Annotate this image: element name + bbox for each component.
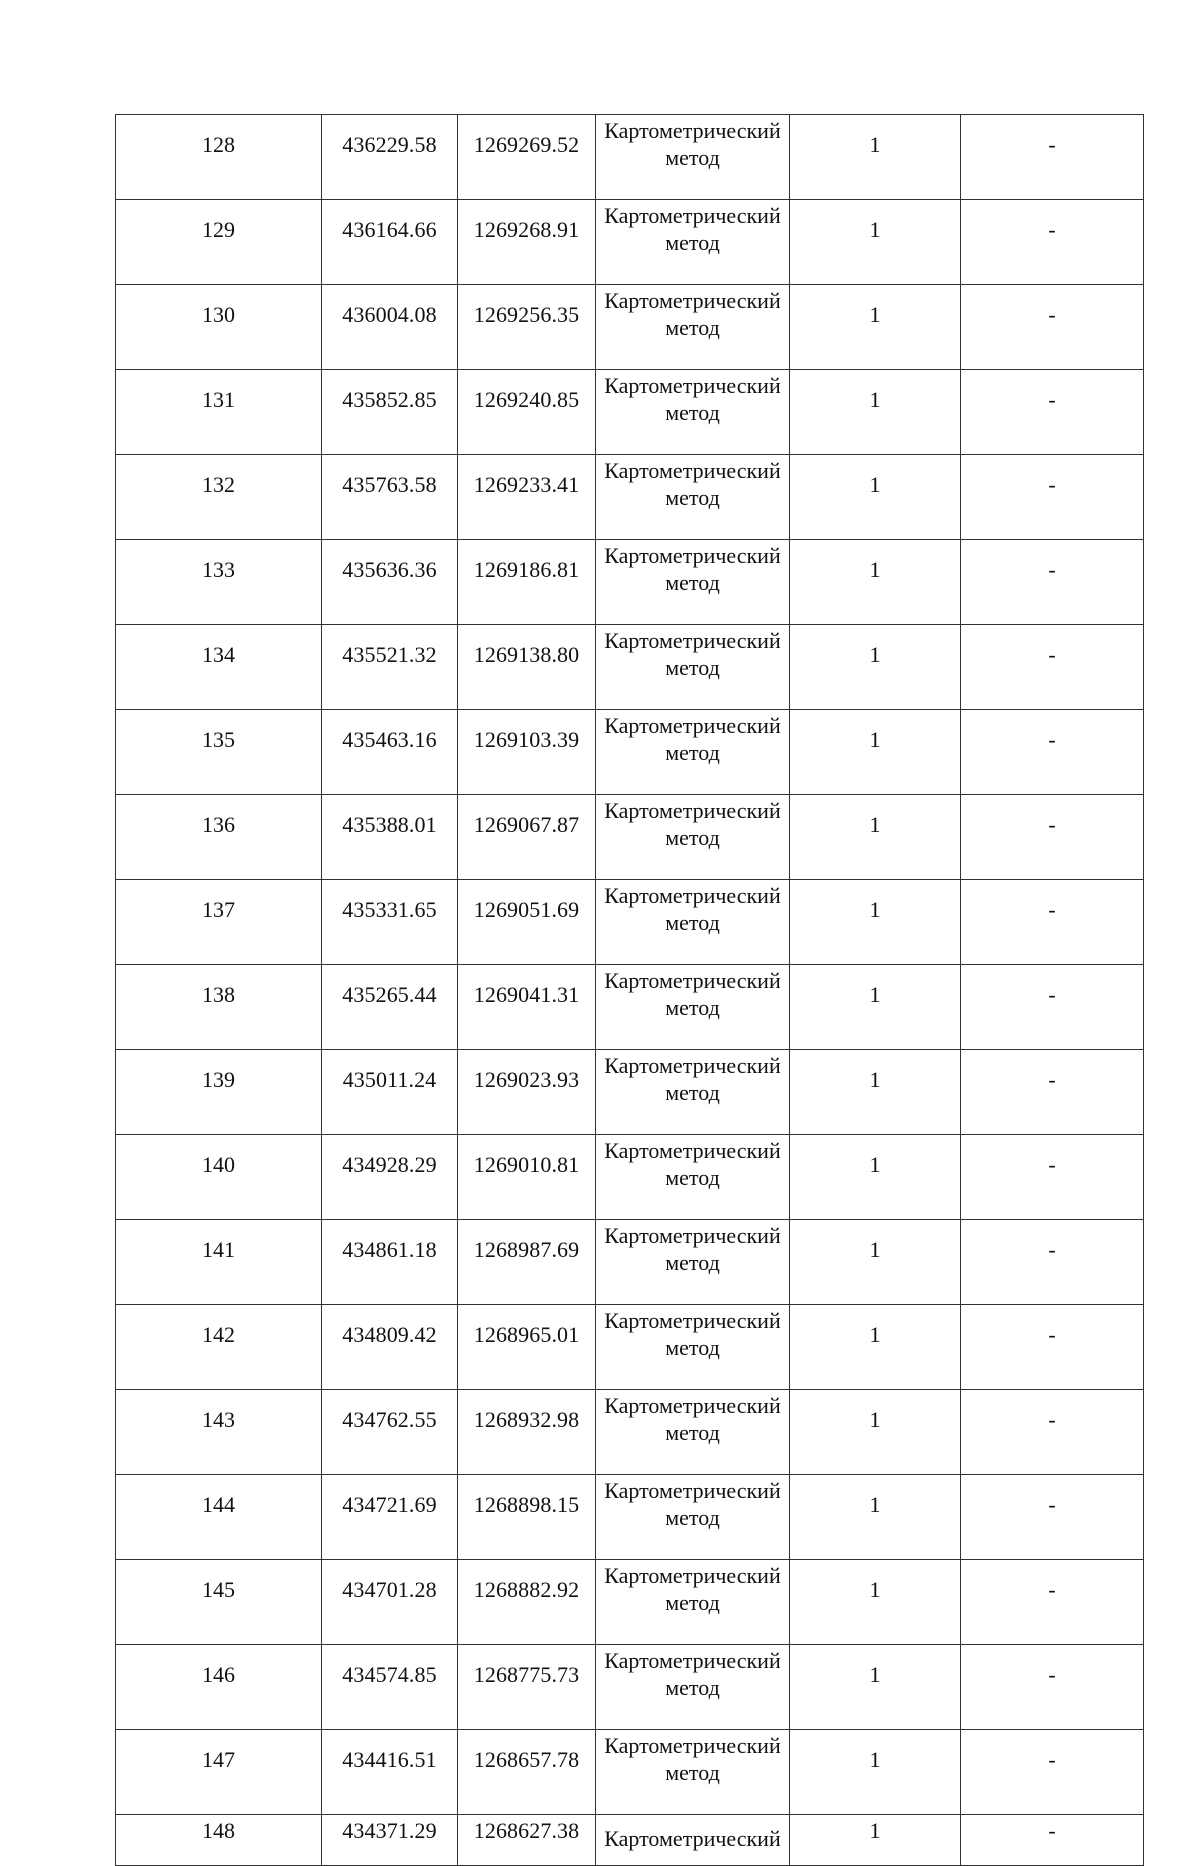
method-text: метод (665, 910, 720, 935)
table-row (116, 1135, 1144, 1220)
method-text: метод (665, 655, 720, 680)
table-row (116, 1560, 1144, 1645)
table-row (116, 1815, 1144, 1866)
method-text: метод (665, 1250, 720, 1275)
point-number-cell: 140 (116, 1135, 322, 1220)
coord-x-cell: 435636.36 (322, 540, 458, 625)
coord-y-cell: 1268932.98 (458, 1390, 596, 1475)
method-cell (596, 710, 790, 795)
method-text: Картометрический (604, 1053, 781, 1078)
table-row (116, 1050, 1144, 1135)
coord-x-cell: 435331.65 (322, 880, 458, 965)
note-cell: - (961, 880, 1144, 965)
table-row (116, 795, 1144, 880)
note-cell: - (961, 710, 1144, 795)
method-cell (596, 965, 790, 1050)
coord-y-cell: 1269103.39 (458, 710, 596, 795)
point-number-cell: 133 (116, 540, 322, 625)
method-cell (596, 1815, 790, 1866)
coord-y-cell: 1269067.87 (458, 795, 596, 880)
accuracy-cell: 1 (790, 1135, 961, 1220)
method-text: Картометрический (604, 713, 781, 738)
coord-x-cell: 436004.08 (322, 285, 458, 370)
point-number-cell: 147 (116, 1730, 322, 1815)
coord-x-cell: 435011.24 (322, 1050, 458, 1135)
table-row (116, 1220, 1144, 1305)
coord-y-cell: 1268657.78 (458, 1730, 596, 1815)
note-cell: - (961, 1050, 1144, 1135)
table-row (116, 370, 1144, 455)
coord-y-cell: 1269233.41 (458, 455, 596, 540)
table-row (116, 1645, 1144, 1730)
point-number-cell: 136 (116, 795, 322, 880)
accuracy-cell: 1 (790, 1815, 961, 1866)
coord-y-cell: 1268882.92 (458, 1560, 596, 1645)
method-text: метод (665, 1675, 720, 1700)
method-text: метод (665, 1420, 720, 1445)
method-cell (596, 200, 790, 285)
coord-y-cell: 1269186.81 (458, 540, 596, 625)
note-cell: - (961, 795, 1144, 880)
point-number-cell: 145 (116, 1560, 322, 1645)
method-text: метод (665, 995, 720, 1020)
method-text: Картометрический (604, 968, 781, 993)
accuracy-cell: 1 (790, 1560, 961, 1645)
point-number-cell: 139 (116, 1050, 322, 1135)
method-cell (596, 795, 790, 880)
method-cell (596, 1135, 790, 1220)
method-cell (596, 1050, 790, 1135)
table-row (116, 115, 1144, 200)
note-cell: - (961, 1560, 1144, 1645)
table-row (116, 1730, 1144, 1815)
coord-x-cell: 436164.66 (322, 200, 458, 285)
note-cell: - (961, 1390, 1144, 1475)
accuracy-cell: 1 (790, 710, 961, 795)
accuracy-cell: 1 (790, 200, 961, 285)
method-cell (596, 285, 790, 370)
note-cell: - (961, 1135, 1144, 1220)
method-text: Картометрический (604, 458, 781, 483)
coord-y-cell: 1268898.15 (458, 1475, 596, 1560)
accuracy-cell: 1 (790, 1645, 961, 1730)
note-cell: - (961, 540, 1144, 625)
method-text: метод (665, 1760, 720, 1785)
accuracy-cell: 1 (790, 370, 961, 455)
coord-x-cell: 434371.29 (322, 1815, 458, 1866)
method-text: метод (665, 740, 720, 765)
coord-x-cell: 435763.58 (322, 455, 458, 540)
point-number-cell: 134 (116, 625, 322, 710)
method-text: Картометрический (604, 1733, 781, 1758)
method-text: метод (665, 1590, 720, 1615)
coord-y-cell: 1268775.73 (458, 1645, 596, 1730)
coord-y-cell: 1268627.38 (458, 1815, 596, 1866)
coord-x-cell: 435852.85 (322, 370, 458, 455)
note-cell: - (961, 1475, 1144, 1560)
method-text: Картометрический (604, 288, 781, 313)
coord-y-cell: 1269051.69 (458, 880, 596, 965)
method-text: Картометрический (604, 118, 781, 143)
table-row (116, 710, 1144, 795)
method-cell (596, 1475, 790, 1560)
coord-y-cell: 1269240.85 (458, 370, 596, 455)
accuracy-cell: 1 (790, 115, 961, 200)
coord-y-cell: 1269010.81 (458, 1135, 596, 1220)
accuracy-cell: 1 (790, 455, 961, 540)
note-cell: - (961, 965, 1144, 1050)
method-cell (596, 1645, 790, 1730)
method-cell (596, 455, 790, 540)
table-row (116, 880, 1144, 965)
note-cell: - (961, 455, 1144, 540)
note-cell: - (961, 115, 1144, 200)
table-row (116, 1305, 1144, 1390)
method-text: метод (665, 1165, 720, 1190)
accuracy-cell: 1 (790, 1730, 961, 1815)
coord-x-cell: 434928.29 (322, 1135, 458, 1220)
method-text: Картометрический (604, 373, 781, 398)
method-text: Картометрический (604, 1478, 781, 1503)
point-number-cell: 148 (116, 1815, 322, 1866)
coordinates-table (115, 114, 1144, 1866)
method-text: Картометрический (604, 1308, 781, 1333)
method-text: Картометрический (604, 883, 781, 908)
method-text: метод (665, 145, 720, 170)
accuracy-cell: 1 (790, 1390, 961, 1475)
note-cell: - (961, 370, 1144, 455)
coord-y-cell: 1268965.01 (458, 1305, 596, 1390)
point-number-cell: 143 (116, 1390, 322, 1475)
method-text: Картометрический (604, 1826, 781, 1851)
method-text: Картометрический (604, 1393, 781, 1418)
method-text: Картометрический (604, 1138, 781, 1163)
coord-x-cell: 434701.28 (322, 1560, 458, 1645)
accuracy-cell: 1 (790, 1305, 961, 1390)
accuracy-cell: 1 (790, 625, 961, 710)
method-cell (596, 1390, 790, 1475)
method-text: Картометрический (604, 798, 781, 823)
note-cell: - (961, 1815, 1144, 1866)
coord-y-cell: 1269138.80 (458, 625, 596, 710)
point-number-cell: 135 (116, 710, 322, 795)
coord-y-cell: 1269256.35 (458, 285, 596, 370)
note-cell: - (961, 625, 1144, 710)
table-row (116, 285, 1144, 370)
table-row (116, 200, 1144, 285)
note-cell: - (961, 1645, 1144, 1730)
method-text: метод (665, 315, 720, 340)
table-row (116, 540, 1144, 625)
method-text: Картометрический (604, 203, 781, 228)
method-text: метод (665, 400, 720, 425)
accuracy-cell: 1 (790, 540, 961, 625)
method-text: Картометрический (604, 543, 781, 568)
point-number-cell: 129 (116, 200, 322, 285)
coord-y-cell: 1269041.31 (458, 965, 596, 1050)
method-cell (596, 370, 790, 455)
method-cell (596, 1730, 790, 1815)
note-cell: - (961, 1730, 1144, 1815)
table-row (116, 455, 1144, 540)
method-text: метод (665, 1080, 720, 1105)
method-text: метод (665, 570, 720, 595)
coord-y-cell: 1268987.69 (458, 1220, 596, 1305)
coord-x-cell: 435521.32 (322, 625, 458, 710)
note-cell: - (961, 200, 1144, 285)
table-row (116, 965, 1144, 1050)
coord-x-cell: 435388.01 (322, 795, 458, 880)
note-cell: - (961, 285, 1144, 370)
method-text: Картометрический (604, 1648, 781, 1673)
method-cell (596, 625, 790, 710)
table-row (116, 1390, 1144, 1475)
accuracy-cell: 1 (790, 1050, 961, 1135)
method-text: метод (665, 825, 720, 850)
method-text: метод (665, 1335, 720, 1360)
note-cell: - (961, 1305, 1144, 1390)
coord-x-cell: 434721.69 (322, 1475, 458, 1560)
method-text: метод (665, 1505, 720, 1530)
coordinates-table-body (116, 115, 1144, 1866)
accuracy-cell: 1 (790, 1475, 961, 1560)
point-number-cell: 144 (116, 1475, 322, 1560)
method-text: Картометрический (604, 1563, 781, 1588)
method-text: метод (665, 230, 720, 255)
table-row (116, 1475, 1144, 1560)
accuracy-cell: 1 (790, 965, 961, 1050)
accuracy-cell: 1 (790, 285, 961, 370)
point-number-cell: 138 (116, 965, 322, 1050)
coord-y-cell: 1269023.93 (458, 1050, 596, 1135)
point-number-cell: 130 (116, 285, 322, 370)
method-text: Картометрический (604, 628, 781, 653)
method-text: метод (665, 485, 720, 510)
point-number-cell: 141 (116, 1220, 322, 1305)
point-number-cell: 142 (116, 1305, 322, 1390)
point-number-cell: 132 (116, 455, 322, 540)
method-cell (596, 1305, 790, 1390)
coord-x-cell: 434809.42 (322, 1305, 458, 1390)
coord-x-cell: 436229.58 (322, 115, 458, 200)
coord-y-cell: 1269268.91 (458, 200, 596, 285)
coord-x-cell: 434762.55 (322, 1390, 458, 1475)
accuracy-cell: 1 (790, 795, 961, 880)
coord-x-cell: 434574.85 (322, 1645, 458, 1730)
coord-y-cell: 1269269.52 (458, 115, 596, 200)
point-number-cell: 137 (116, 880, 322, 965)
table-row (116, 625, 1144, 710)
accuracy-cell: 1 (790, 880, 961, 965)
accuracy-cell: 1 (790, 1220, 961, 1305)
point-number-cell: 131 (116, 370, 322, 455)
point-number-cell: 146 (116, 1645, 322, 1730)
method-cell (596, 1220, 790, 1305)
coord-x-cell: 434861.18 (322, 1220, 458, 1305)
coord-x-cell: 435265.44 (322, 965, 458, 1050)
method-cell (596, 115, 790, 200)
method-text: Картометрический (604, 1223, 781, 1248)
method-cell (596, 880, 790, 965)
point-number-cell: 128 (116, 115, 322, 200)
coord-x-cell: 435463.16 (322, 710, 458, 795)
method-cell (596, 540, 790, 625)
coord-x-cell: 434416.51 (322, 1730, 458, 1815)
note-cell: - (961, 1220, 1144, 1305)
method-cell (596, 1560, 790, 1645)
